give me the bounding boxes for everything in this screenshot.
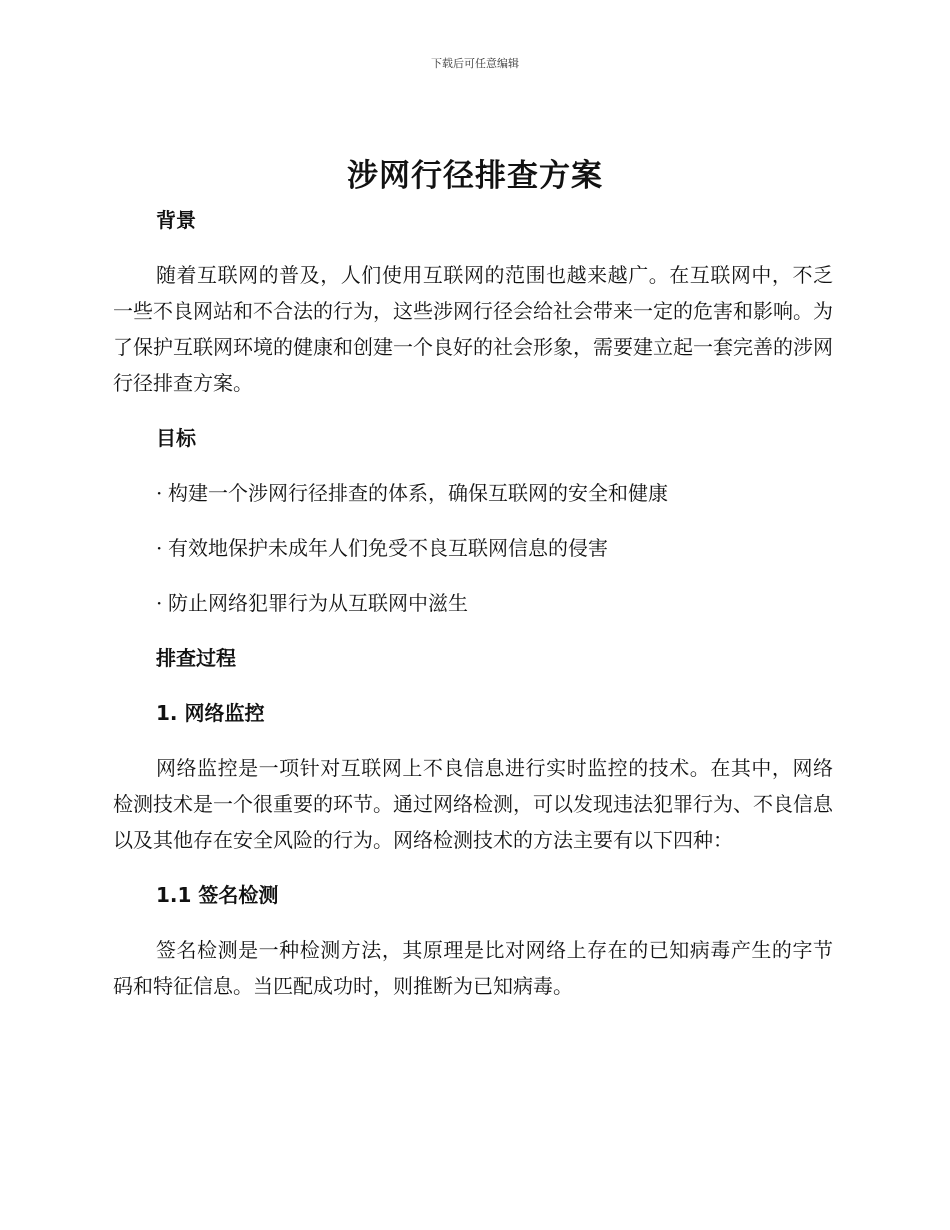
goal-item xyxy=(156,475,833,511)
goal-item-text: 构建一个涉网行径排查的体系，确保互联网的安全和健康 xyxy=(168,481,668,505)
background-paragraph: 随着互联网的普及，人们使用互联网的范围也越来越广。在互联网中，不乏一些不良网站和不合法的行为，这些涉网行径会给社会带来一定的危害和影响。为了保护互联网环境的健康和创建一个良好的社会形象，需要建立起一套完善的涉网行径排查方案。 xyxy=(113,263,833,395)
background-heading: 背景 xyxy=(156,208,196,232)
bullet-dot: · xyxy=(156,481,163,505)
bullet-dot: · xyxy=(156,536,163,560)
monitor-paragraph: 网络监控是一项针对互联网上不良信息进行实时监控的技术。在其中，网络检测技术是一个很重要的环节。通过网络检测，可以发现违法犯罪行为、不良信息以及其他存在安全风险的行为。网络检测技术的方法主要有以下四种： xyxy=(113,756,833,852)
monitor-heading: 1. 网络监控 xyxy=(156,701,265,725)
document-title: 涉网行径排查方案 xyxy=(347,158,603,194)
signature-heading: 1.1 签名检测 xyxy=(156,883,279,907)
goal-item xyxy=(156,530,833,566)
goal-item-text: 有效地保护未成年人们免受不良互联网信息的侵害 xyxy=(168,536,608,560)
goal-item-text: 防止网络犯罪行为从互联网中滋生 xyxy=(168,591,468,615)
process-heading: 排查过程 xyxy=(156,646,236,670)
document-body xyxy=(113,202,833,1023)
signature-paragraph: 签名检测是一种检测方法，其原理是比对网络上存在的已知病毒产生的字节码和特征信息。当匹配成功时，则推断为已知病毒。 xyxy=(113,938,833,998)
bullet-dot: · xyxy=(156,591,163,615)
goal-item xyxy=(156,585,833,621)
goal-heading: 目标 xyxy=(156,426,196,450)
header-note: 下载后可任意编辑 xyxy=(431,57,519,70)
